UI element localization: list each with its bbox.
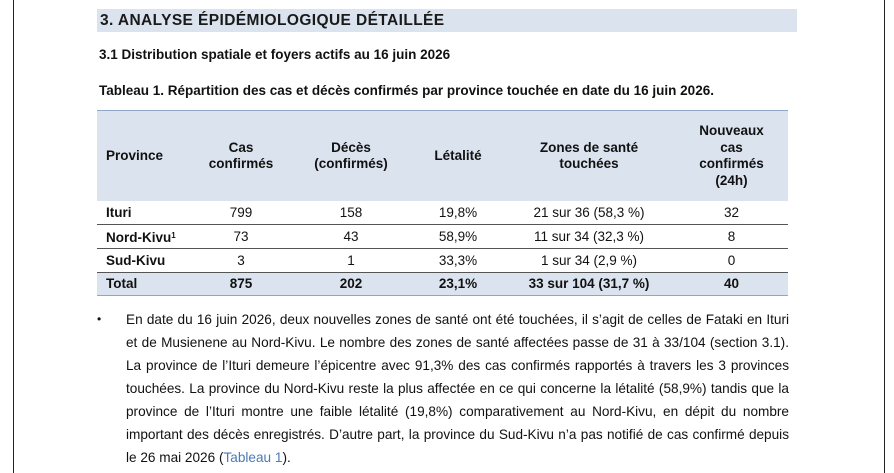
cell-total-deaths: 202 bbox=[289, 273, 413, 296]
cell-total-zones: 33 sur 104 (31,7 %) bbox=[503, 273, 675, 296]
page-border-right bbox=[884, 0, 885, 473]
page-border-left bbox=[13, 0, 14, 473]
cell-lethality: 33,3% bbox=[413, 249, 503, 273]
table-total-row bbox=[97, 273, 788, 296]
section-heading: 3. ANALYSE ÉPIDÉMIOLOGIQUE DÉTAILLÉE bbox=[97, 9, 797, 32]
header-deaths: Décès (confirmés) bbox=[289, 111, 413, 202]
header-lethality: Létalité bbox=[413, 111, 503, 202]
bullet-text-end: ). bbox=[282, 450, 291, 465]
bullet-paragraph bbox=[97, 308, 789, 469]
cell-deaths: 43 bbox=[289, 225, 413, 249]
cell-deaths: 1 bbox=[289, 249, 413, 273]
footnote-marker: 1 bbox=[171, 230, 176, 240]
cell-province: Sud-Kivu bbox=[97, 249, 193, 273]
table-row bbox=[97, 249, 788, 273]
subsection-heading: 3.1 Distribution spatiale et foyers actifs au 16 juin 2026 bbox=[99, 47, 451, 62]
table-1-link[interactable]: Tableau 1 bbox=[223, 450, 283, 465]
cell-lethality: 19,8% bbox=[413, 201, 503, 225]
document-body bbox=[97, 0, 797, 469]
cell-new-cases: 0 bbox=[675, 249, 788, 273]
table-row bbox=[97, 225, 788, 249]
cell-cases: 73 bbox=[193, 225, 289, 249]
cell-total-new-cases: 40 bbox=[675, 273, 788, 296]
cell-province: Nord-Kivu$^1$ bbox=[97, 225, 193, 249]
cell-lethality: 58,9% bbox=[413, 225, 503, 249]
cell-province: Ituri bbox=[97, 201, 193, 225]
cell-zones: 1 sur 34 (2,9 %) bbox=[503, 249, 675, 273]
cell-cases: 799 bbox=[193, 201, 289, 225]
cell-deaths: 158 bbox=[289, 201, 413, 225]
cell-total-label: Total bbox=[97, 273, 193, 296]
table-header-row bbox=[97, 111, 788, 202]
cell-new-cases: 32 bbox=[675, 201, 788, 225]
cases-table bbox=[97, 110, 788, 296]
header-cases: Cas confirmés bbox=[193, 111, 289, 202]
cell-new-cases: 8 bbox=[675, 225, 788, 249]
table-row bbox=[97, 201, 788, 225]
bullet-icon: • bbox=[97, 312, 102, 326]
bullet-text: En date du 16 juin 2026, deux nouvelles zones de santé ont été touchées, il s’agit de celles de Fataki en Ituri et de Musienene au Nord-Kivu. Le nombre des zones de santé affectées passe de 31 à 33/104 (section 3.1). La province de l’Ituri demeure l’épicentre avec 91,3% des cas confirmés rapportés à travers les 3 provinces touchées. La province du Nord-Kivu reste la plus affectée en ce qui concerne la létalité (58,9%) tandis que la province de l’Ituri montre une faible létalité (19,8%) comparativement au Nord-Kivu, en dépit du nombre important des décès enregistrés. D’autre part, la province du Sud-Kivu n’a pas notifié de cas confirmé depuis le 26 mai 2026 ( bbox=[126, 312, 789, 465]
cell-total-lethality: 23,1% bbox=[413, 273, 503, 296]
cell-zones: 11 sur 34 (32,3 %) bbox=[503, 225, 675, 249]
cell-zones: 21 sur 36 (58,3 %) bbox=[503, 201, 675, 225]
header-province: Province bbox=[97, 111, 193, 202]
header-new-cases: Nouveaux cas confirmés (24h) bbox=[675, 111, 788, 202]
cell-total-cases: 875 bbox=[193, 273, 289, 296]
header-zones: Zones de santé touchées bbox=[503, 111, 675, 202]
cell-cases: 3 bbox=[193, 249, 289, 273]
table-caption: Tableau 1. Répartition des cas et décès confirmés par province touchée en date du 16 juin 2026. bbox=[99, 83, 714, 98]
